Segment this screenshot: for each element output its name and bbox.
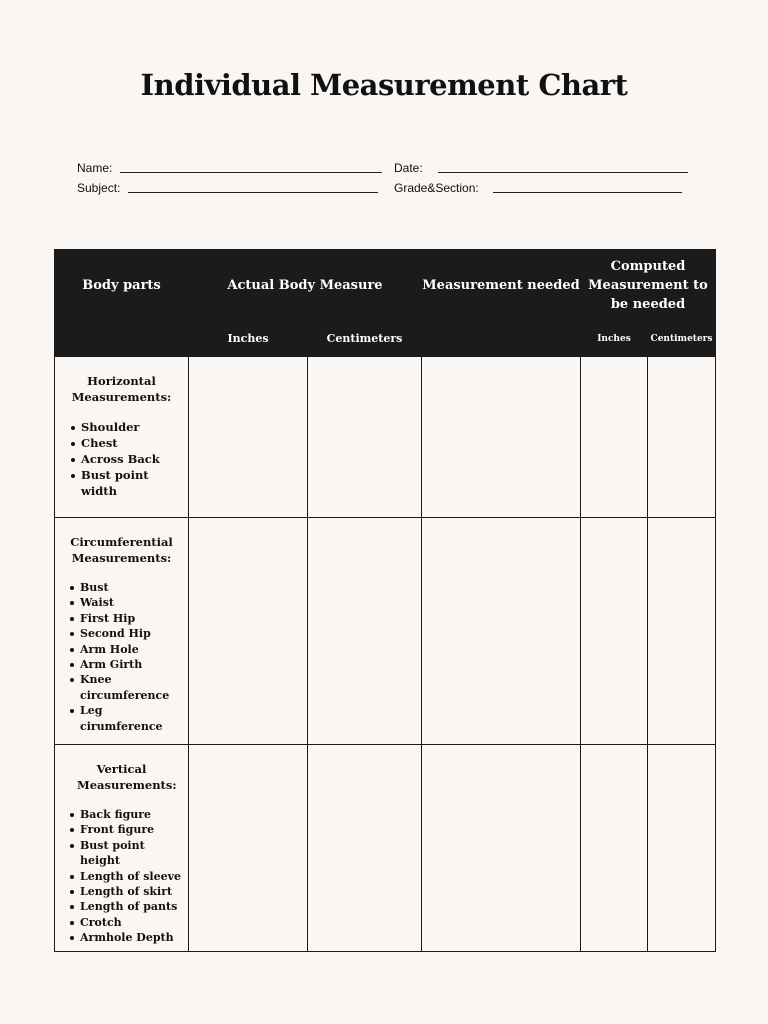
list-item: Arm Girth	[70, 657, 188, 672]
list-item: Across Back	[71, 451, 188, 467]
actual-centimeters-cell[interactable]	[308, 357, 422, 518]
row-heading: Horizontal Measurements:	[71, 374, 172, 404]
body-part-cell	[55, 518, 189, 745]
actual-centimeters-cell[interactable]	[308, 745, 422, 952]
subheader-empty	[55, 321, 189, 357]
table-row	[55, 518, 716, 745]
subheader-actual-inches: Inches	[189, 321, 308, 357]
list-item: Bust	[70, 580, 188, 595]
subject-field	[77, 181, 378, 195]
table-row	[55, 357, 716, 518]
list-item: Shoulder	[71, 419, 188, 435]
list-item: Length of pants	[70, 899, 188, 914]
subject-input-line[interactable]	[128, 191, 378, 193]
subject-label: Subject:	[77, 181, 121, 195]
name-field	[77, 161, 382, 175]
page-title: Individual Measurement Chart	[140, 68, 628, 102]
body-part-cell	[55, 745, 189, 952]
actual-inches-cell[interactable]	[189, 518, 308, 745]
measurement-list	[55, 580, 188, 734]
subheader-needed-empty	[422, 321, 581, 357]
header-computed-measurement: Computed Measurement to be needed	[581, 250, 716, 321]
computed-inches-cell[interactable]	[581, 357, 648, 518]
list-item: Length of sleeve	[70, 869, 188, 884]
measurement-list	[55, 419, 188, 499]
row-heading: Vertical Measurements:	[77, 762, 177, 792]
computed-centimeters-cell[interactable]	[648, 745, 716, 952]
measurement-needed-cell[interactable]	[422, 745, 581, 952]
header-measurement-needed: Measurement needed	[422, 250, 581, 321]
row-heading: Circumferential Measurements:	[70, 535, 173, 565]
measurement-table	[54, 249, 716, 952]
list-item: Waist	[70, 595, 188, 610]
subheader-actual-centimeters: Centimeters	[308, 321, 422, 357]
list-item: Crotch	[70, 915, 188, 930]
actual-inches-cell[interactable]	[189, 357, 308, 518]
grade-section-label: Grade&Section:	[394, 181, 479, 195]
measurement-needed-cell[interactable]	[422, 518, 581, 745]
body-part-cell	[55, 357, 189, 518]
subheader-row	[55, 321, 716, 357]
computed-inches-cell[interactable]	[581, 518, 648, 745]
list-item: Bust point height	[70, 838, 188, 869]
list-item: Bust point width	[71, 467, 188, 499]
list-item: Second Hip	[70, 626, 188, 641]
measurement-list	[55, 807, 188, 946]
header-actual-body-measure: Actual Body Measure	[189, 250, 422, 321]
name-input-line[interactable]	[120, 171, 382, 173]
list-item: Back figure	[70, 807, 188, 822]
date-label: Date:	[394, 161, 423, 175]
computed-centimeters-cell[interactable]	[648, 357, 716, 518]
actual-centimeters-cell[interactable]	[308, 518, 422, 745]
name-label: Name:	[77, 161, 113, 175]
header-row	[55, 250, 716, 321]
date-field	[394, 161, 688, 175]
list-item: First Hip	[70, 611, 188, 626]
list-item: Front figure	[70, 822, 188, 837]
actual-inches-cell[interactable]	[189, 745, 308, 952]
computed-inches-cell[interactable]	[581, 745, 648, 952]
measurement-needed-cell[interactable]	[422, 357, 581, 518]
grade-section-field	[394, 181, 682, 195]
subheader-computed-centimeters: Centimeters	[648, 321, 716, 357]
list-item: Arm Hole	[70, 642, 188, 657]
computed-centimeters-cell[interactable]	[648, 518, 716, 745]
date-input-line[interactable]	[438, 171, 688, 173]
list-item: Armhole Depth	[70, 930, 188, 945]
table-row	[55, 745, 716, 952]
grade-section-input-line[interactable]	[493, 191, 682, 193]
list-item: Knee circumference	[70, 672, 170, 703]
list-item: Chest	[71, 435, 188, 451]
list-item: Length of skirt	[70, 884, 188, 899]
header-body-parts: Body parts	[55, 250, 189, 321]
list-item: Leg cirumference	[70, 703, 188, 734]
subheader-computed-inches: Inches	[581, 321, 648, 357]
